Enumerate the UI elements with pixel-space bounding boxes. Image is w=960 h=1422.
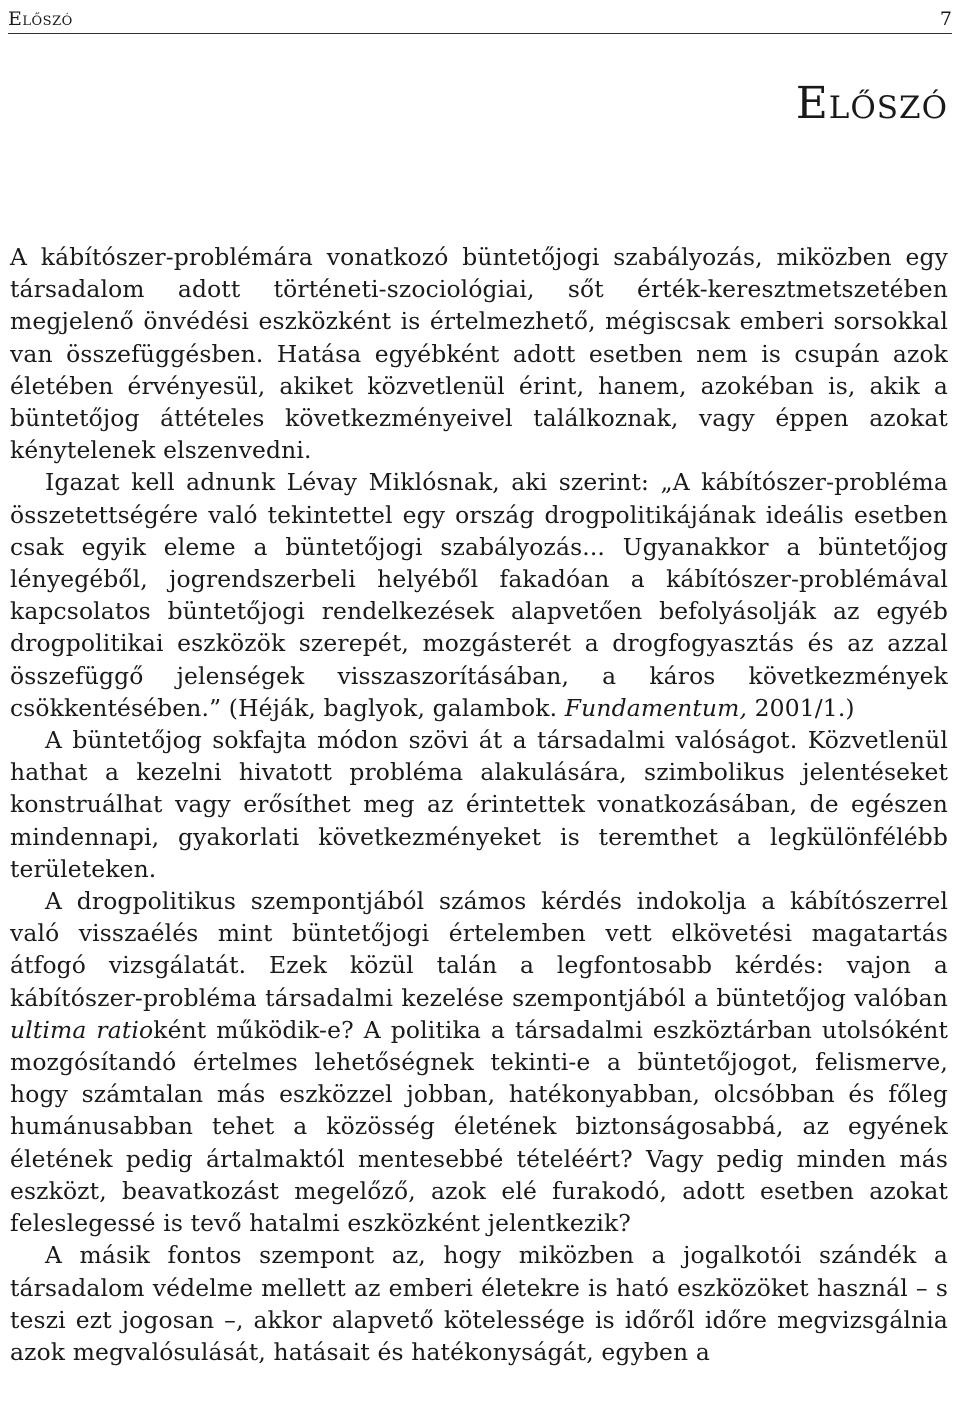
running-header [8,5,952,34]
paragraph-2 [10,466,948,724]
paragraph-5: A másik fontos szempont az, hogy miközben a jogalkotói szándék a társadalom védelme mellett az emberi életekre is ható eszközöket használ – s teszi ezt jogosan –, akkor alapvető kötelessége is időről időre megvizsgálnia azok megvalósulását, hatásait és hatékonyságát, egyben a [10,1241,948,1366]
paragraph-2-italic: Fundamentum, [564,693,748,722]
paragraph-4-italic: ultima ratio [10,1015,154,1044]
body-text [10,241,948,1368]
chapter-title: Előszó [795,78,948,129]
paragraph-3: A büntetőjog sokfajta módon szövi át a társadalmi valóságot. Közvetlenül hathat a kezelni hivatott probléma alakulására, szimbolikus jelentéseket konstruálhat vagy erősíthet meg az érintettek vonatkozásában, de egészen mindennapi, gyakorlati következményeket is teremthet a legkülönfélébb területeken. [10,726,948,883]
paragraph-4-text-end: ként működik-e? A politika a társadalmi eszköztárban utolsóként mozgósítandó értelmes lehetőségnek tekinti-e a büntetőjogot, felismerve, hogy számtalan más eszközzel jobban, hatékonyabban, olcsóbban és főleg humánusabban tehet a közösség életének biztonságosabbá, az egyének életének pedig ártalmaktól mentesebbé tételéért? Vagy pedig minden más eszközt, beavatkozást megelőző, azok elé furakodó, adott esetben azokat feleslegessé is tevő hatalmi eszközként jelentkezik? [10,1015,948,1238]
paragraph-2-text: Igazat kell adnunk Lévay Miklósnak, aki szerint: „A kábítószer-probléma összetettségére való tekintettel egy ország drogpolitikájának ideális esetben csak egyik eleme a büntetőjogi szabályozás... Ugyanakkor a büntetőjog lényegéből, jogrendszerbeli helyéből fakadóan a kábítószer-problémával kapcsolatos büntetőjogi rendelkezések alapvetően befolyásolják az egyéb drogpolitikai eszközök szerepét, mozgásterét a drogfogyasztás és az azzal összefüggő jelenségek visszaszorításában, a káros következmények csökkentésében.” (Héják, baglyok, galambok. [10,468,948,722]
paragraph-1: A kábítószer-problémára vonatkozó büntetőjogi szabályozás, miközben egy társadalom adott történeti-szociológiai, sőt érték-keresztmetszetében megjelenő önvédési eszközként is értelmezhető, mégiscsak emberi sorsokkal van összefüggésben. Hatása egyébként adott esetben nem is csupán azok életében érvényesül, akiket közvetlenül érint, hanem, azokéban is, akik a büntetőjog áttételes következményeivel találkoznak, vagy éppen azokat kénytelenek elszenvedni. [10,243,948,465]
running-title: Előszó [8,8,73,30]
paragraph-4-text: A drogpolitikus szempontjából számos kérdés indokolja a kábítószerrel való visszaélés mint büntetőjogi értelemben vett elkövetési magatartás átfogó vizsgálatát. Ezek közül talán a legfontosabb kérdés: vajon a kábítószer-probléma társadalmi kezelése szempontjából a büntetőjog valóban [10,887,948,1012]
page-number: 7 [939,8,952,30]
paragraph-4 [10,885,948,1239]
paragraph-2-text-end: 2001/1.) [747,693,855,722]
